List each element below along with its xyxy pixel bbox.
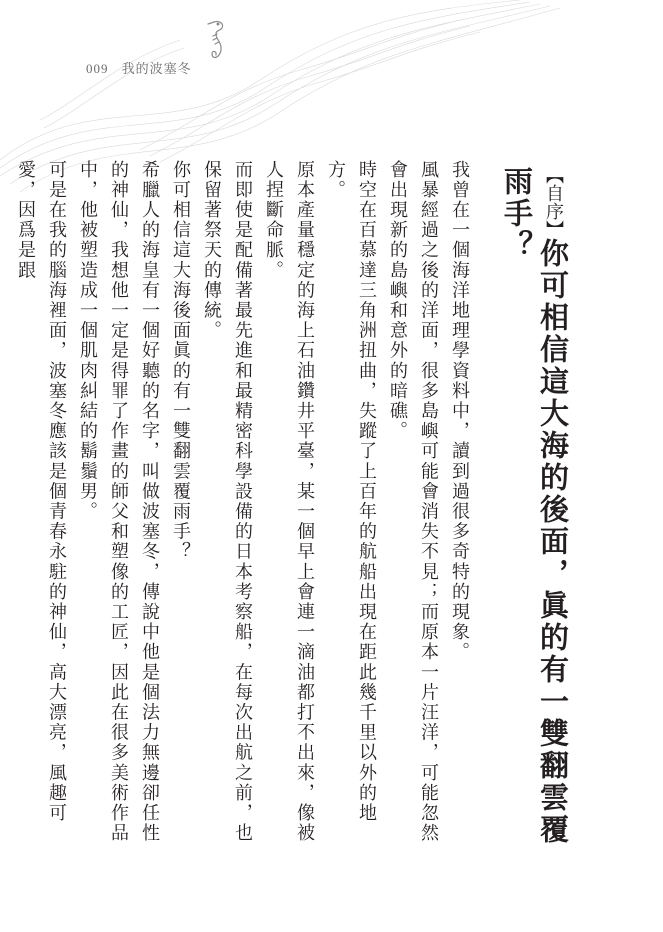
page-number: 009 xyxy=(86,61,109,76)
preface-label: 【自序】 xyxy=(543,166,564,238)
paragraph-6: 你可相信這大海後面眞的有一雙翻雲覆雨手？ xyxy=(170,160,191,562)
paragraph-8: 可是在我的腦海裡面，波塞冬應該是個青春永駐的神仙，高大漂亮，風趣可愛，因爲是跟 xyxy=(15,160,67,824)
paragraph-3: 時空在百慕達三角洲扭曲，失蹤了上百年的航船出現在距此幾千里以外的地方。 xyxy=(325,160,377,824)
seahorse-icon xyxy=(204,18,230,70)
paragraph-2: 風暴經過之後的洋面，很多島嶼可能會消失不見；而原本一片汪洋，可能忽然會出現新的島嶼和意外的暗礁。 xyxy=(387,160,439,844)
paragraph-5: 而即使是配備著最先進和最精密科學設備的日本考察船，在每次出航之前，也保留著祭天的傳統。 xyxy=(201,160,253,844)
book-title: 我的波塞冬 xyxy=(121,62,192,77)
running-header xyxy=(86,58,192,77)
paragraph-1: 我曾在一個海洋地理學資料中，讀到過很多奇特的現象。 xyxy=(449,160,470,663)
title-text: 你可相信這大海的後面，眞的有一雙翻雲覆雨手？ xyxy=(500,166,570,846)
vertical-text-body xyxy=(10,160,581,860)
paragraph-4: 原本產量穩定的海上石油鑽井平臺，某一個早上會連一滴油都打不出來，像被人捏斷命脈。 xyxy=(263,160,315,844)
paragraph-7: 希臘人的海皇有一個好聽的名字，叫做波塞冬，傳說中他是個法力無邊卻任性的神仙，我想他一定是得罪了作畫的師父和塑像的工匠，因此在很多美術作品中，他被塑造成一個肌肉糾結的鬍鬚男。 xyxy=(77,160,160,844)
chapter-title xyxy=(499,160,571,860)
